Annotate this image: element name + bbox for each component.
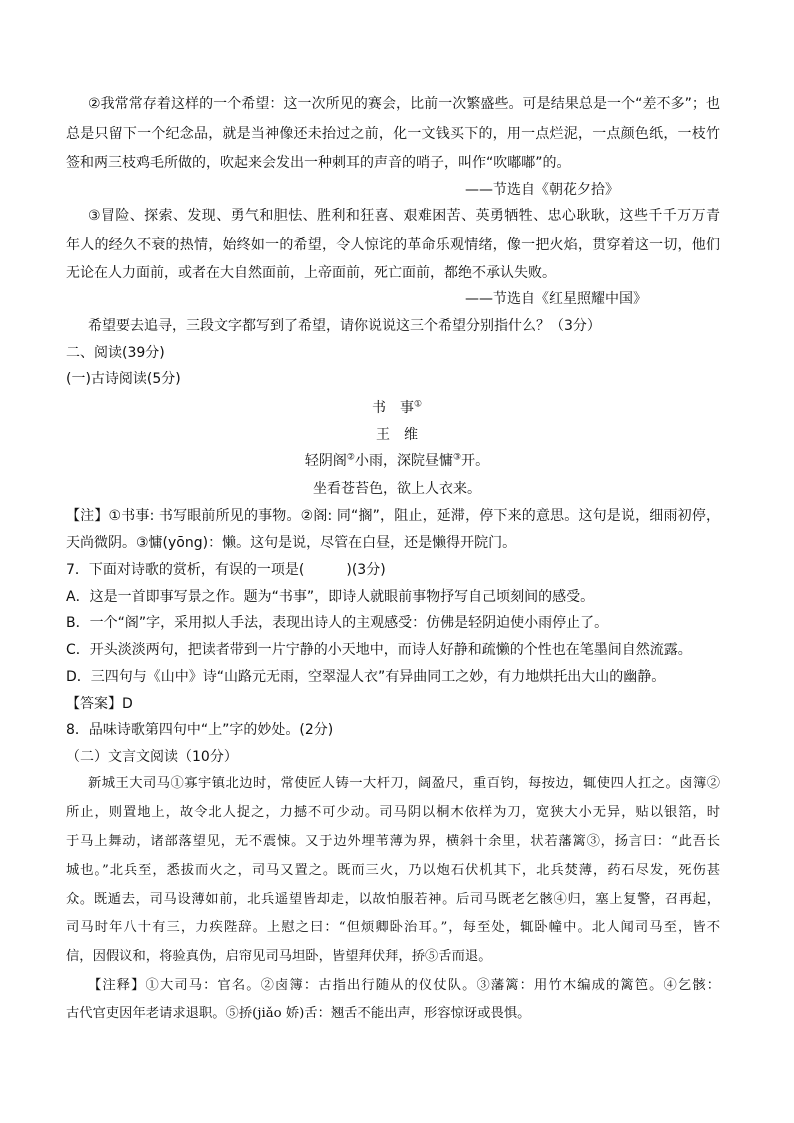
classical-line-7: 信，因假议和，将验真伪，启帘见司马坦卧，皆望拜伏拜，挢⑤舌而退。: [66, 949, 492, 964]
classical-notes-line-1: 【注释】①大司马：官名。②卤簿：古指出行随从的仪仗队。③藩篱：用竹木编成的篱笆。④乞骸：: [88, 978, 720, 993]
option-a: A．这是一首即事写景之作。题为“书事”，即诗人就眼前事物抒写自己顷刻间的感受。: [66, 589, 595, 605]
paragraph-2-line-1: ②我常常存着这样的一个希望：这一次所见的赛会，比前一次繁盛些。可是结果总是一个“差不多”；也: [88, 96, 720, 112]
poem-title: [297, 398, 497, 418]
subsection-poetry-heading: (一)古诗阅读(5分): [66, 371, 181, 387]
paragraph-3-line-1: ③冒险、探索、发现、勇气和胆怯、胜利和狂喜、艰难困苦、英勇牺牲、忠心耿耿，这些千千万万青: [88, 208, 720, 224]
poem-title-text: 书 事: [371, 400, 414, 416]
poem-line-1-b: 小雨，深院昼慵: [355, 453, 453, 469]
poem-title-note-marker: ①: [413, 399, 423, 410]
classical-line-1: 新城王大司马①寡宇镇北边时，常使匠人铸一大杆刀，阔盈尺，重百钧，每按边，辄使四人扛之。卤簿②: [88, 776, 720, 791]
question-7: 7．下面对诗歌的赏析，有误的一项是( )(3分): [66, 562, 386, 578]
poem-author: 王 维: [376, 427, 418, 443]
option-b: B．一个“阁”字，采用拟人手法，表现出诗人的主观感受：仿佛是轻阴迫使小雨停止了。: [66, 615, 609, 631]
paragraph-3-line-2: 年人的经久不衰的热情，始终如一的希望，令人惊诧的革命乐观情绪，像一把火焰，贯穿着这一切，他们: [66, 237, 720, 253]
classical-line-5: 众。既遁去，司马设薄如前，北兵遥望皆却走，以故怕服若神。后司马既老乞骸④归，塞上复警，召再起，: [66, 892, 720, 907]
source-chaohua-xishi: ——节选自《朝花夕拾》: [465, 182, 619, 198]
poem-note-marker-3: ③: [453, 452, 462, 463]
option-c: C．开头淡淡两句，把读者带到一片宁静的小天地中，而诗人好静和疏懒的个性也在笔墨间自然流露。: [66, 642, 692, 658]
subsection-classical-heading: （二）文言文阅读（10分）: [66, 749, 238, 765]
poem-line-2: 坐看苍苔色，欲上人衣来。: [313, 481, 481, 497]
source-red-star: ——节选自《红星照耀中国》: [465, 291, 647, 307]
poem-note-marker-2: ②: [346, 452, 355, 463]
paragraph-2-line-2: 总是只留下一个纪念品，就是当神像还未抬过之前，化一文钱买下的，用一点烂泥，一点颜色纸，一枝竹: [66, 126, 720, 142]
poem-line-1-a: 轻阴阁: [304, 453, 347, 469]
classical-line-3: 于马上舞动，诸部落望见，无不震悚。又于边外埋苇薄为界，横斜十余里，状若藩篱③，扬言曰：“此吾长: [66, 834, 720, 849]
paragraph-3-line-3: 无论在人力面前，或者在大自然面前，上帝面前，死亡面前，都绝不承认失败。: [66, 265, 556, 281]
classical-line-6: 司马时年八十有三，力疾陛辞。上慰之曰：“但烦卿卧治耳。”，每至处，辄卧幢中。北人闻司马至，皆不: [66, 920, 720, 935]
paragraph-2-line-3: 签和两三枝鸡毛所做的，吹起来会发出一种刺耳的声音的哨子，叫作“吹嘟嘟”的。: [66, 155, 571, 171]
question-8: 8．品味诗歌第四句中“上”字的妙处。(2分): [66, 722, 334, 738]
poem-line-1-c: 开。: [461, 453, 490, 469]
classical-notes-line-2: 古代官吏因年老请求退职。⑤挢(jiǎo 娇)舌：翘舌不能出声，形容惊讶或畏惧。: [66, 1006, 531, 1021]
option-d: D．三四句与《山中》诗“山路元无雨，空翠湿人衣”有异曲同工之妙，有力地烘托出大山的幽静。: [66, 669, 666, 685]
poem-note-line-1: 【注】①书事: 书写眼前所见的事物。②阁: 同“搁”，阻止，延滞，停下来的意思。这句是说，细雨初停，: [66, 508, 720, 524]
poem-line-1: [247, 451, 547, 471]
hope-question: 希望要去追寻，三段文字都写到了希望，请你说说这三个希望分别指什么？（3分）: [88, 318, 601, 334]
classical-line-4: 城也。”北兵至，悉拔而火之，司马又置之。既而三火，乃以炮石伏机其下，北兵焚薄，药石尽发，死伤甚: [66, 863, 720, 878]
section-heading: 二、阅读(39分): [66, 345, 165, 361]
classical-line-2: 所止，则置地上，故令北人捉之，力撼不可少动。司马阴以桐木依样为刀，宽狭大小无异，贴以银箔，时: [66, 805, 720, 820]
answer: 【答案】D: [66, 696, 133, 712]
poem-note-line-2: 天尚微阴。③慵(yōng)：懒。这句是说，尽管在白昼，还是懒得开院门。: [66, 535, 517, 551]
